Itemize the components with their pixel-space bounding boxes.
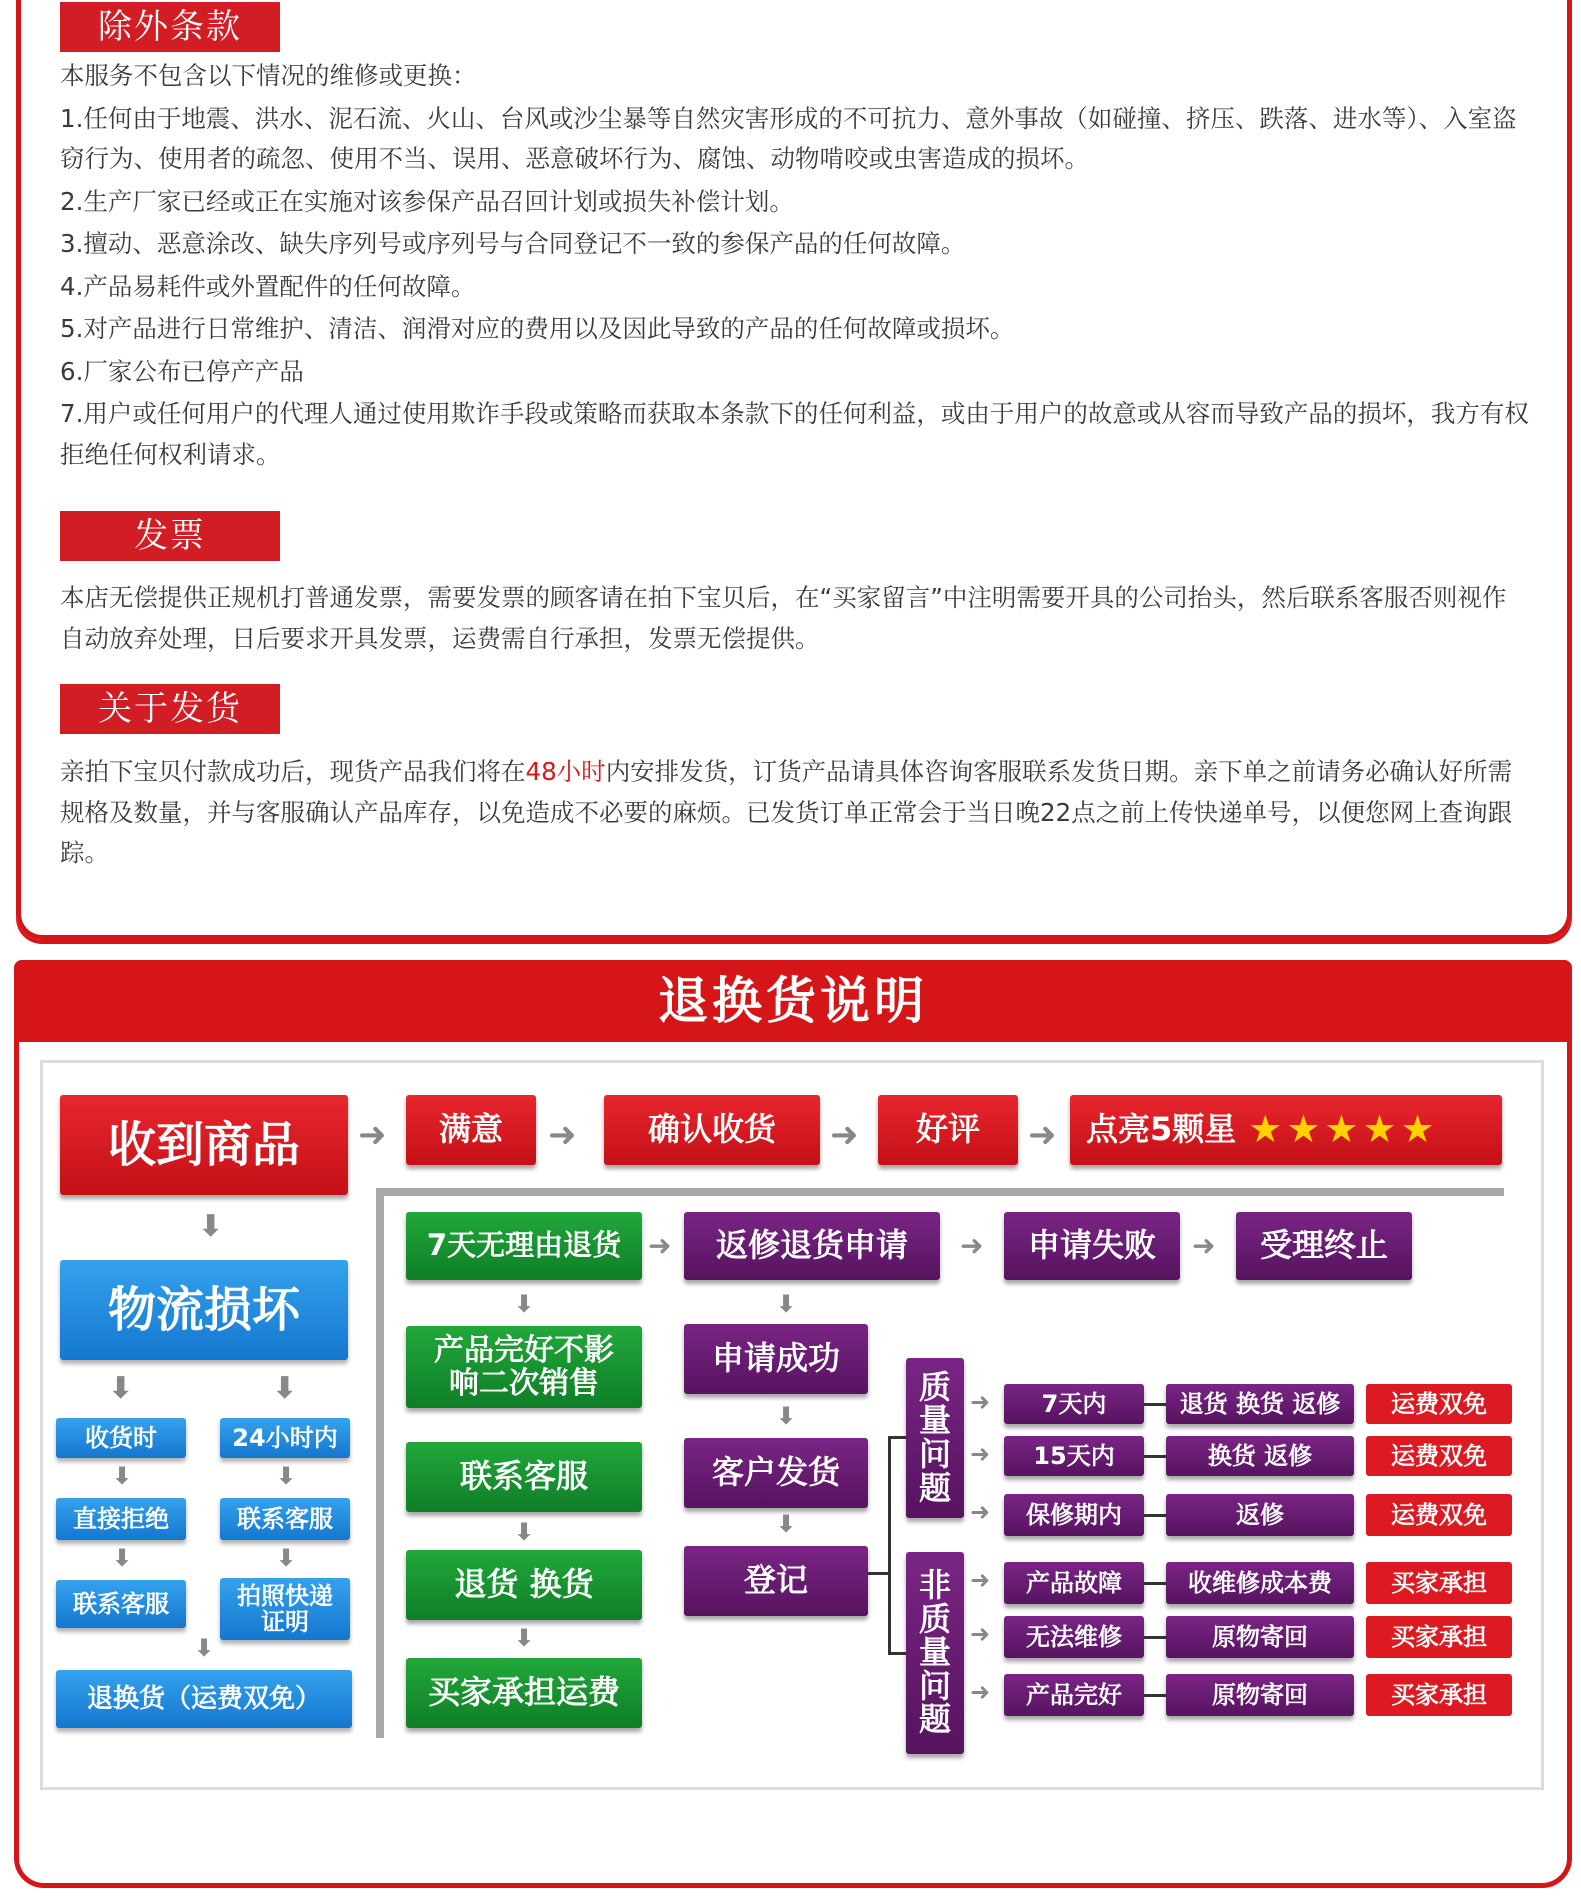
good-review-box: 好评 xyxy=(878,1095,1018,1165)
service-exchange-repair: 换货 返修 xyxy=(1166,1436,1354,1476)
connector-line xyxy=(888,1436,891,1654)
repair-return-request-box: 返修退货申请 xyxy=(684,1212,940,1280)
product-intact-box: 产品完好不影响二次销售 xyxy=(406,1326,642,1408)
satisfied-box: 满意 xyxy=(406,1095,536,1165)
connector-line xyxy=(1144,1514,1166,1517)
customer-ships-box: 客户发货 xyxy=(684,1438,868,1508)
connector-line xyxy=(1144,1582,1166,1585)
reject-directly-box: 直接拒绝 xyxy=(56,1498,186,1540)
exclusion-item: 6.厂家公布已停产产品 xyxy=(60,356,304,386)
shipping-text xyxy=(60,752,1530,874)
arrow-right-icon: ➜ xyxy=(970,1388,991,1416)
seven-day-return-box: 7天无理由退货 xyxy=(406,1212,642,1280)
arrow-right-icon: ➜ xyxy=(830,1115,859,1155)
received-goods-box: 收到商品 xyxy=(60,1095,348,1195)
return-exchange-box: 退货 换货 xyxy=(406,1550,642,1620)
five-stars-label: 点亮5颗星 xyxy=(1086,1110,1237,1149)
invoice-text: 本店无偿提供正规机打普通发票，需要发票的顾客请在拍下宝贝后，在“买家留言”中注明需要开具的公司抬头，然后联系客服否则视作自动放弃处理，日后要求开具发票，运费需自行承担，发票无偿提供。 xyxy=(60,583,1507,653)
buyer-pays-shipping-box: 买家承担运费 xyxy=(406,1658,642,1728)
exclusion-item: 4.产品易耗件或外置配件的任何故障。 xyxy=(60,271,476,301)
arrow-right-icon: ➜ xyxy=(970,1620,991,1648)
non-quality-issue-label: 非质量问题 xyxy=(906,1552,964,1754)
connector-line xyxy=(868,1572,890,1575)
fee-free-shipping: 运费双免 xyxy=(1366,1384,1512,1424)
case-product-intact: 产品完好 xyxy=(1004,1674,1144,1716)
exclusion-item: 5.对产品进行日常维护、清洁、润滑对应的费用以及因此导致的产品的任何故障或损坏。 xyxy=(60,314,1015,343)
request-success-box: 申请成功 xyxy=(684,1324,868,1394)
contact-service-box: 联系客服 xyxy=(220,1498,350,1540)
arrow-right-icon: ➜ xyxy=(960,1229,984,1262)
service-charge-repair-cost: 收维修成本费 xyxy=(1166,1562,1354,1604)
five-stars-box xyxy=(1070,1095,1502,1165)
arrow-down-icon: ⬇ xyxy=(198,1209,224,1244)
exclusions-intro: 本服务不包含以下情况的维修或更换： xyxy=(60,61,477,90)
connector-line xyxy=(888,1436,906,1439)
exclusion-item: 3.擅动、恶意涂改、缺失序列号或序列号与合同登记不一致的参保产品的任何故障。 xyxy=(60,229,966,258)
within-24h-box: 24小时内 xyxy=(220,1418,350,1458)
exclusion-item: 7.用户或任何用户的代理人通过使用欺诈手段或策略而获取本条款下的任何利益，或由于用户的故意或从容而导致产品的损坏，我方有权拒绝任何权利请求。 xyxy=(60,399,1529,469)
connector-line xyxy=(1144,1403,1166,1406)
returns-header-band xyxy=(14,960,1572,1042)
quality-issue-label: 质量问题 xyxy=(906,1358,964,1518)
period-7-days: 7天内 xyxy=(1004,1384,1144,1424)
exclusion-item: 2.生产厂家已经或正在实施对该参保产品召回计划或损失补偿计划。 xyxy=(60,186,794,216)
service-return-original: 原物寄回 xyxy=(1166,1616,1354,1658)
arrow-down-icon: ⬇ xyxy=(514,1518,535,1546)
fee-buyer-pays: 买家承担 xyxy=(1366,1616,1512,1658)
arrow-down-icon: ⬇ xyxy=(276,1462,297,1490)
service-return-original: 原物寄回 xyxy=(1166,1674,1354,1716)
arrow-down-icon: ⬇ xyxy=(276,1544,297,1572)
connector-line xyxy=(1144,1455,1166,1458)
arrow-down-icon: ⬇ xyxy=(776,1290,797,1318)
arrow-down-icon: ⬇ xyxy=(194,1634,215,1662)
arrow-down-icon: ⬇ xyxy=(514,1624,535,1652)
connector-line xyxy=(1144,1636,1166,1639)
divider-horizontal xyxy=(376,1188,1504,1196)
arrow-right-icon: ➜ xyxy=(548,1115,577,1155)
connector-line xyxy=(1144,1694,1166,1697)
period-15-days: 15天内 xyxy=(1004,1436,1144,1476)
register-box: 登记 xyxy=(684,1546,868,1616)
contact-service-box: 联系客服 xyxy=(406,1442,642,1512)
arrow-right-icon: ➜ xyxy=(1028,1115,1057,1155)
exclusions-title: 除外条款 xyxy=(60,2,280,52)
shipping-highlight: 48小时 xyxy=(525,757,606,786)
shipping-text-before: 亲拍下宝贝付款成功后，现货产品我们将在 xyxy=(60,757,526,786)
arrow-right-icon: ➜ xyxy=(1192,1229,1216,1262)
arrow-down-icon: ⬇ xyxy=(514,1290,535,1318)
confirm-receipt-box: 确认收货 xyxy=(604,1095,820,1165)
exclusion-item: 1.任何由于地震、洪水、泥石流、火山、台风或沙尘暴等自然灾害形成的不可抗力、意外事故（如碰撞、挤压、跌落、进水等）、入室盗窃行为、使用者的疏忽、使用不当、误用、恶意破坏行为、腐蚀、动物啃咬或虫害造成的损坏。 xyxy=(60,103,1517,173)
request-failed-box: 申请失败 xyxy=(1004,1212,1180,1280)
contact-service-box: 联系客服 xyxy=(56,1580,186,1628)
arrow-down-icon: ⬇ xyxy=(776,1510,797,1538)
return-exchange-free-box: 退换货（运费双免） xyxy=(56,1670,352,1728)
arrow-right-icon: ➜ xyxy=(970,1678,991,1706)
arrow-down-icon: ⬇ xyxy=(112,1462,133,1490)
arrow-right-icon: ➜ xyxy=(970,1440,991,1468)
arrow-down-icon: ⬇ xyxy=(112,1544,133,1572)
photo-proof-box: 拍照快递证明 xyxy=(220,1578,350,1640)
logistics-damage-box: 物流损坏 xyxy=(60,1260,348,1360)
arrow-down-icon: ⬇ xyxy=(776,1402,797,1430)
arrow-down-icon: ⬇ xyxy=(108,1371,134,1406)
arrow-right-icon: ➜ xyxy=(970,1566,991,1594)
shipping-title: 关于发货 xyxy=(60,684,280,734)
star-icons: ★★★★★ xyxy=(1248,1107,1439,1152)
service-repair: 返修 xyxy=(1166,1494,1354,1536)
arrow-right-icon: ➜ xyxy=(970,1498,991,1526)
divider-vertical xyxy=(376,1188,384,1738)
fee-free-shipping: 运费双免 xyxy=(1366,1494,1512,1536)
returns-title: 退换货说明 xyxy=(658,972,928,1030)
invoice-title: 发票 xyxy=(60,511,280,561)
case-unrepairable: 无法维修 xyxy=(1004,1616,1144,1658)
processing-terminated-box: 受理终止 xyxy=(1236,1212,1412,1280)
on-receipt-box: 收货时 xyxy=(56,1418,186,1458)
fee-free-shipping: 运费双免 xyxy=(1366,1436,1512,1476)
fee-buyer-pays: 买家承担 xyxy=(1366,1562,1512,1604)
arrow-down-icon: ⬇ xyxy=(272,1371,298,1406)
fee-buyer-pays: 买家承担 xyxy=(1366,1674,1512,1716)
shipping-text-after: 内安排发货，订货产品请具体咨询客服联系发货日期。亲下单之前请务必确认好所需规格及数量，并与客服确认产品库存，以免造成不必要的麻烦。已发货订单正常会于当日晚22点之前上传快递单号，以便您网上查询跟踪。 xyxy=(60,757,1513,867)
connector-line xyxy=(888,1652,906,1655)
service-return-exchange-repair: 退货 换货 返修 xyxy=(1166,1384,1354,1424)
period-warranty: 保修期内 xyxy=(1004,1494,1144,1536)
case-product-fault: 产品故障 xyxy=(1004,1562,1144,1604)
exclusions-body xyxy=(60,56,1530,475)
arrow-right-icon: ➜ xyxy=(648,1229,672,1262)
arrow-right-icon: ➜ xyxy=(358,1115,387,1155)
